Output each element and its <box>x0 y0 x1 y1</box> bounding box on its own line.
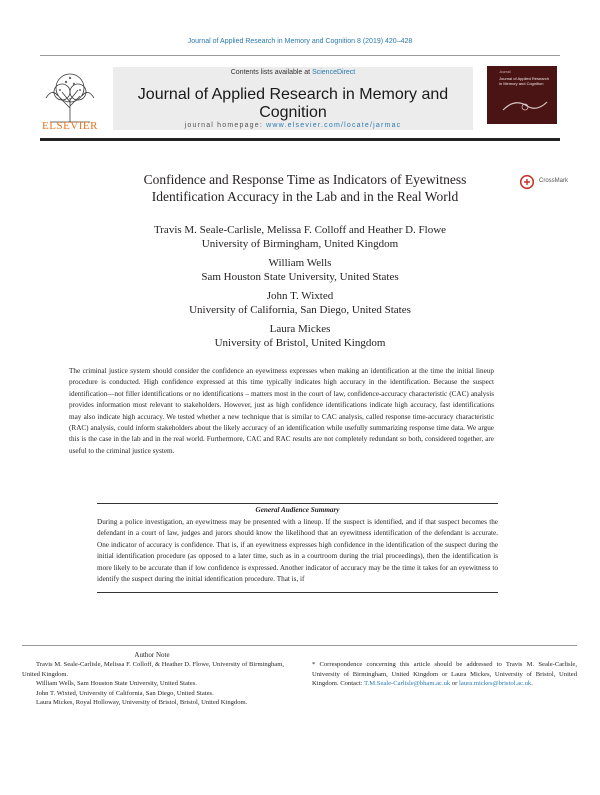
paper-title <box>110 171 500 205</box>
author-note-line: William Wells, Sam Houston State University, United States. <box>36 680 197 687</box>
cover-title: Journal of Applied Research in Memory and Cognition <box>499 76 550 86</box>
journal-citation[interactable]: Journal of Applied Research in Memory and Cognition 8 (2019) 420–428 <box>187 38 413 45</box>
journal-homepage <box>113 122 473 129</box>
header-top-rule <box>40 55 560 56</box>
crossmark-icon[interactable] <box>520 175 534 191</box>
homepage-prefix: journal homepage: <box>184 122 267 129</box>
author-names-2: William Wells <box>268 257 332 269</box>
elsevier-tree-logo <box>40 64 100 128</box>
author-note-title: Author Note <box>134 651 170 659</box>
crossmark-label[interactable]: CrossMark <box>539 178 569 184</box>
author-note-list <box>22 660 284 708</box>
author-affiliation-3: University of California, San Diego, United States <box>189 304 411 316</box>
title-line-2: Identification Accuracy in the Lab and in the Real World <box>151 189 459 204</box>
author-affiliation-4: University of Bristol, United Kingdom <box>214 337 386 349</box>
author-affiliation-2: Sam Houston State University, United States <box>201 271 399 283</box>
journal-name: Journal of Applied Research in Memory and Cognition <box>137 86 449 121</box>
homepage-link[interactable]: www.elsevier.com/locate/jarmac <box>266 122 402 129</box>
abstract-text: The criminal justice system should consider the confidence an eyewitness expresses when making an identification at the time the initial lineup procedure is conducted. High confidence expressed at this time typically indicates high accuracy in the identification. Because the suspect identification—not filler identifications or no identifications – matters most in the court of law, confidence-accuracy characteristic (CAC) analysis provides information most relevant to stakeholders. However, just as high confidence identifications indicate high accuracy, fast identifications may also indicate high accuracy. We tested whether a new technique that is similar to CAC analysis, called response time-accuracy characteristic (RAC) analysis, could inform stakeholders about the likely accuracy of an identification while usefully summarizing response time data. We argue this is the case in the lab and in the real world. Furthermore, CAC and RAC results are not completely redundant so both, considered together, are useful to the criminal justice system. <box>69 367 494 455</box>
summary-top-rule <box>97 503 498 504</box>
author-names-3: John T. Wixted <box>266 290 334 302</box>
title-line-1: Confidence and Response Time as Indicators of Eyewitness <box>143 172 467 187</box>
contents-prefix: Contents lists available at <box>230 69 313 76</box>
summary-heading: General Audience Summary <box>255 506 340 514</box>
author-note-line: John T. Wixted, University of California, San Diego, United States. <box>36 689 214 697</box>
correspondence-joiner: or <box>450 680 460 687</box>
author-affiliation-1: University of Birmingham, United Kingdom <box>201 238 399 250</box>
footnote-rule <box>22 645 577 646</box>
author-note-line: Laura Mickes, Royal Holloway, University of Bristol, Bristol, United Kingdom. <box>36 699 248 706</box>
email-link-2[interactable]: laura.mickes@bristol.ac.uk <box>459 680 532 687</box>
journal-cover-thumbnail[interactable] <box>487 66 557 124</box>
sciencedirect-link[interactable]: ScienceDirect <box>312 69 356 76</box>
summary-bottom-rule <box>97 592 498 593</box>
email-link-1[interactable]: T.M.Seale-Carlisle@bham.ac.uk <box>364 680 451 687</box>
contents-line <box>113 69 473 76</box>
correspondence-end: . <box>531 680 533 687</box>
cover-artwork-icon <box>501 96 549 116</box>
author-names-4: Laura Mickes <box>269 323 331 335</box>
cover-label: Journal <box>499 70 511 74</box>
header-bottom-rule <box>40 138 560 141</box>
publisher-name[interactable]: ELSEVIER <box>42 120 98 132</box>
summary-body: During a police investigation, an eyewitness may be presented with a lineup. If the suspect is identified, and if that suspect becomes the defendant in a court of law, judges and jurors should know the likelihood that an eyewitness identification of the defendant is accurate. One indicator of accuracy is confidence. That is, if an eyewitness expresses high confidence in the identification of the suspect during the initial identification procedure (as opposed to a later time, such as in a courtroom during the trial proceedings), then the identification is more likely to be accurate than if low confidence is expressed. Another indicator of accuracy may be the time it takes for an eyewitness to identify the suspect during the initial identification procedure. That is, if <box>97 518 498 584</box>
author-names-1: Travis M. Seale-Carlisle, Melissa F. Colloff and Heather D. Flowe <box>153 224 447 236</box>
correspondence-text: * Correspondence concerning this article should be addressed to Travis M. Seale-Carlisle, University of Birmingham, United Kingdom or Laura Mickes, University of Bristol, United Kingdom. Contact: <box>312 661 577 687</box>
author-note-line: Travis M. Seale-Carlisle, Melissa F. Colloff, & Heather D. Flowe, University of Birmingham, United Kingdom. <box>22 661 284 678</box>
correspondence-note <box>312 660 577 689</box>
